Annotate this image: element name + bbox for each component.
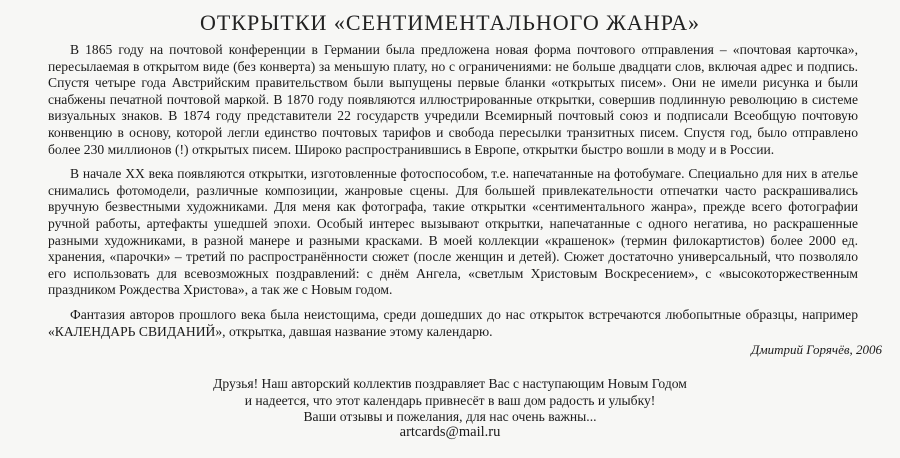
paragraph-history: В 1865 году на почтовой конференции в Германии была предложена новая форма почтового отправления – «почтовая карточка», пересылаемая в открытом виде (без конверта) за меньшую плату, но с ограничениями: не больше двадцати слов, включая адрес и подпись. Спустя четыре года Австрийским правительством были выпущены первые бланки «открытых писем». Они не имели рисунка и были снабжены печатной почтовой маркой. В 1870 году появляются иллюстрированные открытки, совершив подлинную революцию в системе визуальных знаков. В 1874 году представители 22 государств учредили Всемирный почтовый союз и подписали Всеобщую почтовую конвенцию в основу, которой легли единство почтовых тарифов и свобода пересылки транзитных писем. Спустя год, было отправлено более 230 миллионов (!) открытых писем. Широко распространившись в Европе, открытки быстро вошли в моду и в России. (48, 42, 858, 157)
contact-email[interactable]: artcards@mail.ru (399, 424, 501, 440)
author-signature: Дмитрий Горячёв, 2006 (751, 342, 882, 357)
article-body (48, 42, 858, 348)
greeting-line-1: Друзья! Наш авторский коллектив поздравляет Вас с наступающим Новым Годом (213, 376, 687, 391)
greeting-line-2: и надеется, что этот календарь привнесёт в ваш дом радость и улыбку! (244, 392, 656, 408)
paragraph-photo-cards: В начале ХХ века появляются открытки, изготовленные фотоспособом, т.е. напечатанные на фотобумаге. Специально для них в ателье снимались фотомодели, различные композиции, жанровые сцены. Для большей привлекательности отпечатки часто раскрашивались вручную безвестными художниками. Для меня как фотографа, такие открытки «сентиментального жанра», прежде всего фотографии ручной работы, артефакты ушедшей эпохи. Особый интерес вызывают открытки, напечатанные с одного негатива, но раскрашенные разными художниками, в разной манере и разными красками. В моей коллекции «крашенок» (термин филокартистов) более 2000 ед. хранения, «парочки» – третий по распространённости сюжет (после женщин и детей). Сюжет достаточно универсальный, что позволяло его использовать для всевозможных поздравлений: с днём Ангела, «светлым Христовым Воскресением», с «высокоторжественным праздником Рождества Христова», а так же с Новым годом. (48, 166, 858, 298)
greeting-block (150, 376, 750, 426)
paragraph-calendar: Фантазия авторов прошлого века была неистощима, среди дошедших до нас открыток встречаются любопытные образцы, например «КАЛЕНДАРЬ СВИДАНИЙ», открытка, давшая название этому календарю. (48, 306, 858, 339)
page-title: ОТКРЫТКИ «СЕНТИМЕНТАЛЬНОГО ЖАНРА» (199, 10, 701, 35)
greeting-line-3: Ваши отзывы и пожелания, для нас очень важны... (303, 409, 597, 424)
